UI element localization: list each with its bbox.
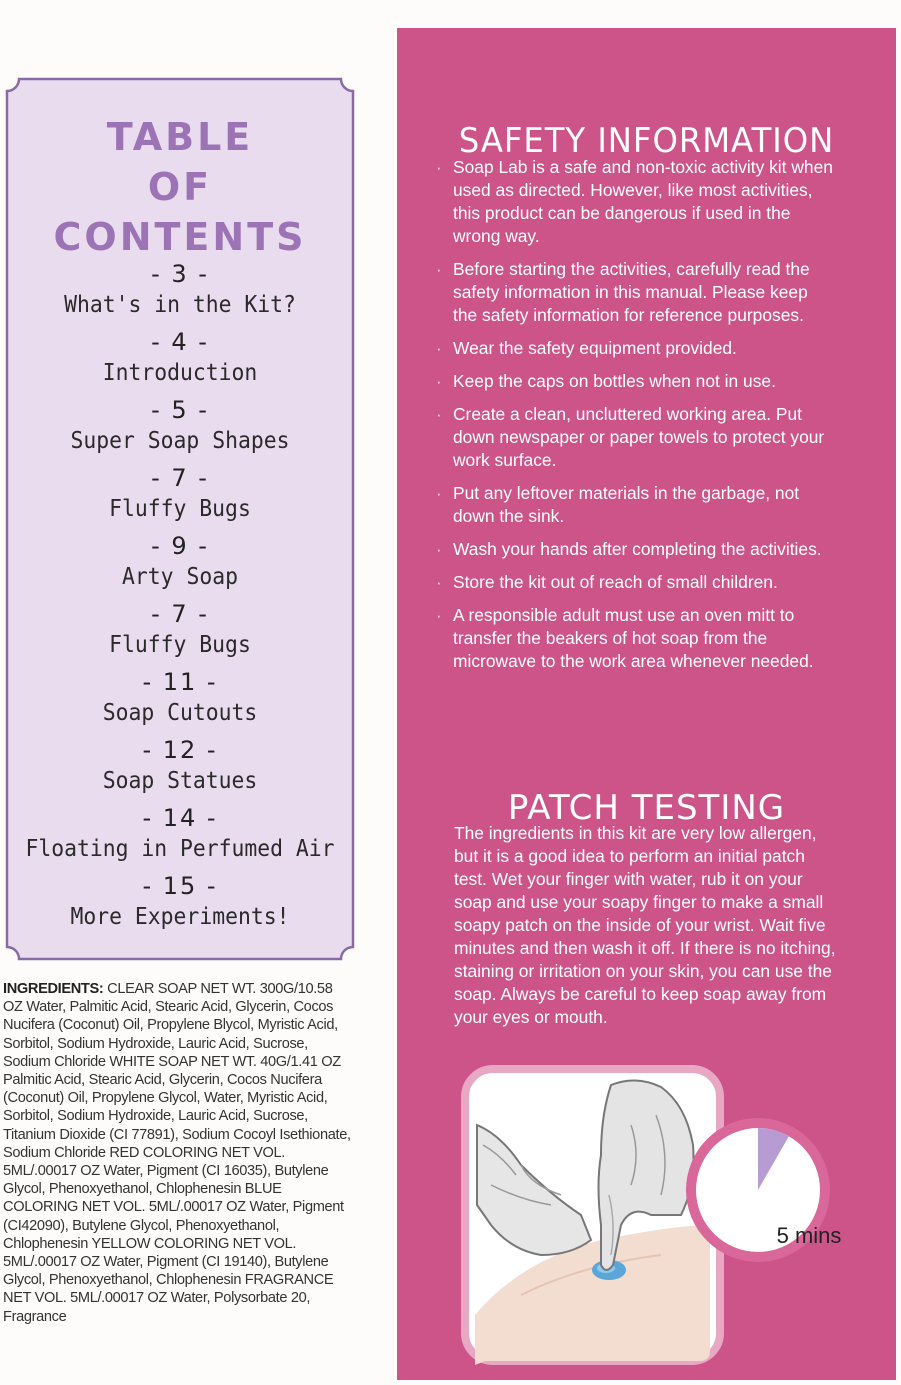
safety-list: [436, 156, 833, 683]
toc-entry-label: Fluffy Bugs: [109, 632, 251, 658]
toc-page-number: - 7 -: [151, 464, 209, 492]
table-of-contents: [5, 77, 355, 961]
ingredients-text: CLEAR SOAP NET WT. 300G/10.58 OZ Water, Palmitic Acid, Stearic Acid, Glycerin, Cocos Nucifera (Coconut) Oil, Propylene Blycol, Myristic Acid, Sorbitol, Sodium Hydroxide, Lauric Acid, Sucrose, Sodium Chloride WHITE SOAP NET WT. 40G/1.41 OZ Palmitic Acid, Stearic Acid, Glycerin, Cocos Nucifera (Coconut) Oil, Propylene Glycol, Water, Myristic Acid, Sorbitol, Sodium Hydroxide, Lauric Acid, Sucrose, Titanium Dioxide (CI 77891), Sodium Cocoyl Isethionate, Sodium Chloride RED COLORING NET VOL. 5ML/.00017 OZ Water, Pigment (CI 16035), Butylene Glycol, Phenoxyethanol, Chlophenesin BLUE COLORING NET VOL. 5ML/.00017 OZ Water, Pigment (CI42090), Butylene Glycol, Phenoxyethanol, Chlophenesin YELLOW COLORING NET VOL. 5ML/.00017 OZ Water, Pigment (CI 19140), Butylene Glycol, Phenoxyethanol, Chlophenesin FRAGRANCE NET VOL. 5ML/.00017 OZ Water, Polysorbate 20, Fragrance: [3, 981, 351, 1325]
toc-entry-label: Arty Soap: [122, 564, 238, 590]
toc-page-number: - 14 -: [142, 804, 218, 832]
bullet-dot: ·: [436, 372, 442, 391]
ingredients-heading: INGREDIENTS:: [3, 981, 104, 997]
toc-entry-label: Introduction: [102, 360, 258, 386]
safety-item-text: Soap Lab is a safe and non-toxic activity kit when used as directed. However, like most activities, this product can be dangerous if used in the wrong way.: [453, 157, 833, 246]
toc-entry: [5, 532, 355, 600]
bullet-dot: ·: [436, 484, 442, 503]
toc-entry: [5, 464, 355, 532]
toc-page-number: - 11 -: [142, 668, 218, 696]
toc-entry: [5, 736, 355, 804]
toc-entry: [5, 804, 355, 872]
toc-entry-label: Floating in Perfumed Air: [25, 836, 335, 862]
ingredients-block: [3, 980, 355, 1326]
safety-title: SAFETY INFORMATION: [458, 121, 835, 161]
safety-item: [436, 370, 833, 393]
toc-page-number: - 9 -: [151, 532, 209, 560]
patch-text: The ingredients in this kit are very low allergen, but it is a good idea to perform an initial patch test. Wet your finger with water, rub it on your soap and use your soapy finger to make a small soapy patch on the inside of your wrist. Wait five minutes and then wash it off. If there is no itching, staining or irritation on your skin, you can use the soap. Always be careful to keep soap away from your eyes or mouth.: [454, 823, 836, 1027]
bullet-dot: ·: [436, 260, 442, 279]
toc-page-number: - 15 -: [142, 872, 218, 900]
safety-item-text: Put any leftover materials in the garbage, not down the sink.: [453, 483, 800, 526]
safety-item-text: Wash your hands after completing the activities.: [453, 539, 822, 559]
toc-page-number: - 12 -: [142, 736, 218, 764]
bullet-dot: ·: [436, 339, 442, 358]
toc-entry: [5, 396, 355, 464]
safety-item-text: Store the kit out of reach of small children.: [453, 572, 778, 592]
safety-item: [436, 482, 833, 528]
bullet-dot: ·: [436, 540, 442, 559]
safety-item: [436, 403, 833, 472]
toc-page-number: - 3 -: [151, 260, 209, 288]
safety-item-text: Wear the safety equipment provided.: [453, 338, 737, 358]
safety-item: [436, 258, 833, 327]
toc-entry: [5, 872, 355, 940]
toc-page-number: - 4 -: [151, 328, 209, 356]
timer-label: 5 mins: [776, 1223, 842, 1248]
safety-item: [436, 337, 833, 360]
patch-title: PATCH TESTING: [507, 788, 786, 828]
toc-entry-label: More Experiments!: [70, 904, 290, 930]
toc-page-number: - 7 -: [151, 600, 209, 628]
toc-entry: [5, 600, 355, 668]
toc-entry-label: Super Soap Shapes: [70, 428, 290, 454]
toc-page-number: - 5 -: [151, 396, 209, 424]
toc-entry: [5, 260, 355, 328]
safety-item: [436, 156, 833, 248]
safety-panel: [397, 28, 896, 1380]
toc-entry: [5, 328, 355, 396]
safety-item: [436, 604, 833, 673]
patch-test-illustration: [461, 1065, 842, 1365]
toc-entry-label: What's in the Kit?: [64, 292, 296, 318]
bullet-dot: ·: [436, 158, 442, 177]
toc-entry-label: Fluffy Bugs: [109, 496, 251, 522]
safety-item-text: Keep the caps on bottles when not in use.: [453, 371, 776, 391]
safety-item-text: Before starting the activities, carefully read the safety information in this manual. Please keep the safety information for reference purposes.: [453, 259, 810, 325]
bullet-dot: ·: [436, 606, 442, 625]
bullet-dot: ·: [436, 405, 442, 424]
toc-title: TABLE OF CONTENTS: [53, 115, 307, 259]
safety-item: [436, 538, 833, 561]
toc-entry-label: Soap Statues: [102, 768, 258, 794]
safety-item-text: Create a clean, uncluttered working area. Put down newspaper or paper towels to protect your work surface.: [453, 404, 825, 470]
toc-entry-label: Soap Cutouts: [102, 700, 258, 726]
toc-entry: [5, 668, 355, 736]
safety-item-text: A responsible adult must use an oven mitt to transfer the beakers of hot soap from the microwave to the work area whenever needed.: [453, 605, 814, 671]
bullet-dot: ·: [436, 573, 442, 592]
safety-item: [436, 571, 833, 594]
toc-list: [5, 260, 355, 940]
